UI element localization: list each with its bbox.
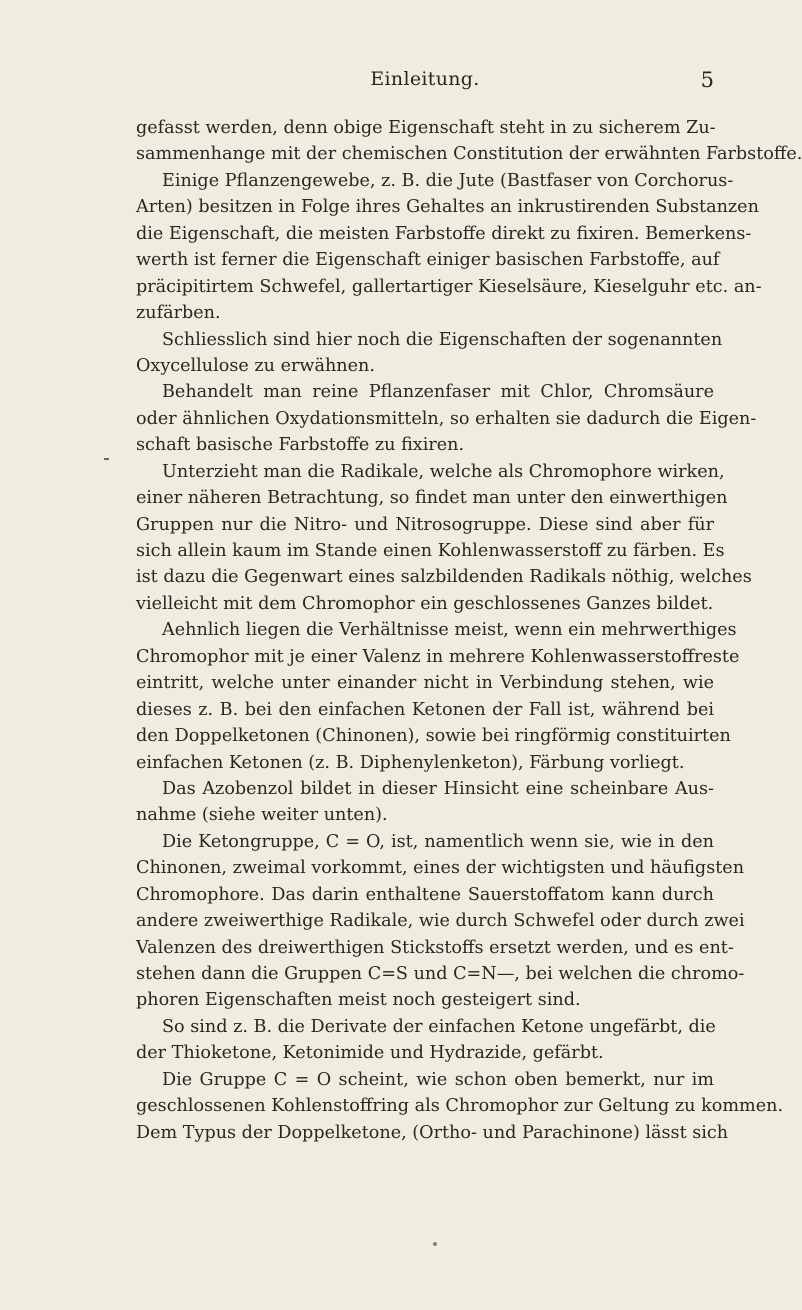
text-line: Einige Pflanzengewebe, z. B. die Jute (Bastfaser von Corchorus-	[162, 170, 734, 191]
text-line: Chromophor mit je einer Valenz in mehrere Kohlenwasserstoffreste	[136, 646, 740, 667]
text-line: Oxycellulose zu erwähnen.	[136, 355, 375, 376]
text-line: Die Ketongruppe, C = O, ist, namentlich wenn sie, wie in den	[162, 831, 714, 852]
text-line: Chinonen, zweimal vorkommt, eines der wichtigsten und häufigsten	[136, 858, 745, 879]
text-line: die Eigenschaft, die meisten Farbstoffe direkt zu fixiren. Bemerkens-	[136, 223, 752, 244]
text-line: Aehnlich liegen die Verhältnisse meist, wenn ein mehrwerthiges	[162, 620, 737, 641]
text-line: Die Gruppe C = O scheint, wie schon oben bemerkt, nur im	[162, 1069, 714, 1090]
text-line: gefasst werden, denn obige Eigenschaft steht in zu sicherem Zu-	[136, 118, 716, 138]
text-line: Gruppen nur die Nitro- und Nitrosogruppe. Diese sind aber für	[136, 514, 714, 535]
text-line: stehen dann die Gruppen C=S und C=N—, bei welchen die chromo-	[136, 964, 745, 984]
text-line: einfachen Ketonen (z. B. Diphenylenketon), Färbung vorliegt.	[136, 752, 685, 773]
text-line: Schliesslich sind hier noch die Eigenschaften der sogenannten	[162, 329, 723, 350]
text-line: den Doppelketonen (Chinonen), sowie bei ringförmig constituirten	[136, 726, 731, 747]
text-line: einer näheren Betrachtung, so findet man unter den einwerthigen	[136, 488, 728, 509]
margin-mark	[104, 458, 109, 460]
text-line: zufärben.	[136, 303, 221, 324]
text-line: Chromophore. Das darin enthaltene Sauerstoffatom kann durch	[136, 884, 714, 905]
text-line: geschlossenen Kohlenstoffring als Chromophor zur Geltung zu kommen.	[136, 1096, 784, 1117]
text-line: sammenhange mit der chemischen Constitution der erwähnten Farbstoffe.	[136, 144, 802, 165]
ink-speck	[433, 1242, 437, 1246]
text-line: präcipitirtem Schwefel, gallertartiger Kieselsäure, Kieselguhr etc. an-	[136, 276, 762, 297]
text-line: Behandelt man reine Pflanzenfaser mit Chlor, Chromsäure	[162, 382, 714, 403]
text-line: der Thioketone, Ketonimide und Hydrazide, gefärbt.	[136, 1043, 604, 1064]
text-line: So sind z. B. die Derivate der einfachen Ketone ungefärbt, die	[162, 1016, 716, 1037]
text-line: sich allein kaum im Stande einen Kohlenwasserstoff zu färben. Es	[136, 541, 725, 561]
running-title: Einleitung.	[370, 68, 480, 90]
text-line: nahme (siehe weiter unten).	[136, 805, 388, 826]
text-line: Dem Typus der Doppelketone, (Ortho- und Parachinone) lässt sich	[136, 1122, 729, 1143]
running-head	[136, 68, 714, 96]
text-line: phoren Eigenschaften meist noch gesteigert sind.	[136, 990, 581, 1011]
text-line: werth ist ferner die Eigenschaft einiger basischen Farbstoffe, auf	[136, 250, 720, 271]
text-line: andere zweiwerthige Radikale, wie durch Schwefel oder durch zwei	[136, 911, 745, 932]
text-line: ist dazu die Gegenwart eines salzbildenden Radikals nöthig, welches	[136, 567, 752, 588]
body-text	[136, 115, 802, 1146]
text-line: Arten) besitzen in Folge ihres Gehaltes an inkrustirenden Substanzen	[136, 197, 759, 218]
text-line: vielleicht mit dem Chromophor ein geschlossenes Ganzes bildet.	[136, 593, 714, 614]
text-line: Valenzen des dreiwerthigen Stickstoffs ersetzt werden, und es ent-	[136, 937, 734, 958]
text-line: dieses z. B. bei den einfachen Ketonen der Fall ist, während bei	[136, 699, 714, 720]
text-line: oder ähnlichen Oxydationsmitteln, so erhalten sie dadurch die Eigen-	[136, 408, 757, 429]
page-number: 5	[700, 68, 714, 92]
text-line: eintritt, welche unter einander nicht in Verbindung stehen, wie	[136, 673, 714, 694]
text-line: Unterzieht man die Radikale, welche als Chromophore wirken,	[162, 461, 725, 482]
text-line: schaft basische Farbstoffe zu fixiren.	[136, 435, 465, 456]
text-line: Das Azobenzol bildet in dieser Hinsicht eine scheinbare Aus-	[162, 778, 714, 799]
